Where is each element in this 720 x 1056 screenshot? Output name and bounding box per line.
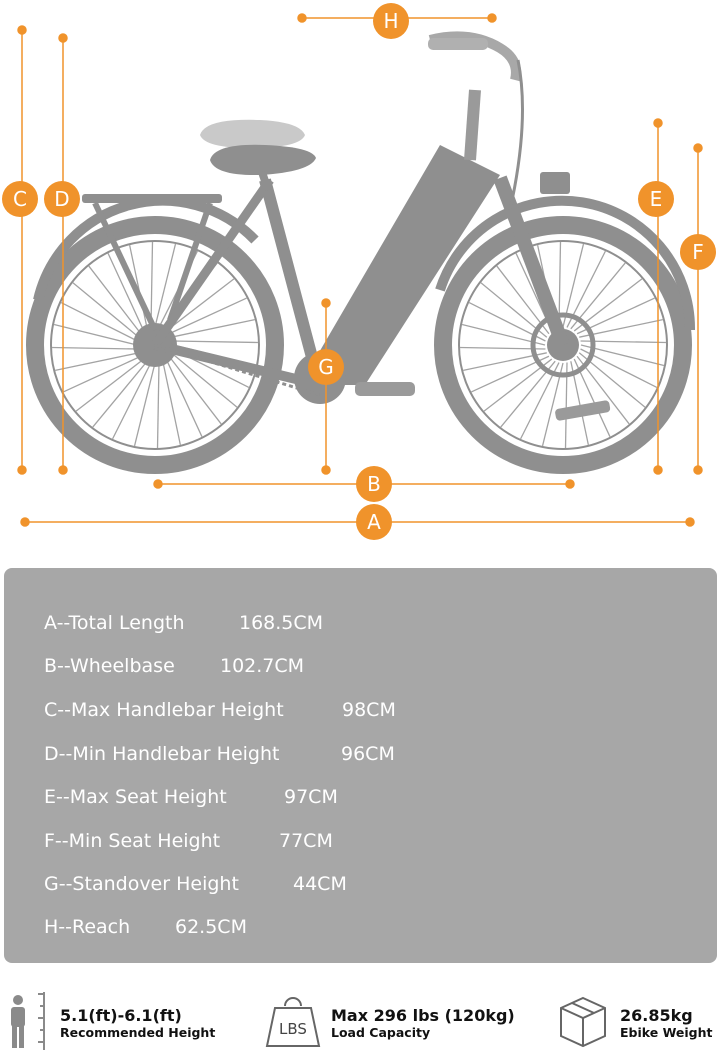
feature-secondary: Load Capacity: [331, 1025, 431, 1040]
wheel-spoke: [171, 320, 255, 338]
wheel-spoke: [52, 348, 137, 349]
marker-f: [680, 234, 716, 270]
spec-row-e: [44, 786, 338, 808]
person-height-icon: [4, 990, 50, 1052]
feature-primary: 26.85kg: [620, 1006, 693, 1025]
feature-recommended-height: [0, 980, 240, 1056]
svg-text:D: D: [54, 187, 70, 211]
wheel-spoke: [169, 356, 221, 424]
marker-c: [2, 181, 38, 217]
svg-text:C: C: [13, 187, 27, 211]
wheel-spoke: [166, 359, 202, 437]
spec-value: 96CM: [341, 743, 395, 765]
marker-g: [308, 349, 344, 385]
marker-e: [638, 181, 674, 217]
spec-row-b: [44, 655, 305, 677]
spec-value: 97CM: [284, 786, 338, 808]
spec-value: 168.5CM: [239, 612, 324, 634]
wheel-spoke: [163, 361, 181, 445]
weight-lbs-icon: [263, 992, 323, 1048]
svg-text:E: E: [649, 187, 663, 211]
marker-a: [356, 504, 392, 540]
wheel-spoke: [93, 361, 147, 427]
spec-label: G--Standover Height: [44, 873, 239, 895]
box-icon: [557, 994, 609, 1050]
spec-row-c: [44, 699, 396, 721]
feature-secondary: Ebike Weight: [620, 1025, 713, 1040]
wheel-spoke: [89, 266, 141, 334]
spec-row-h: [44, 916, 247, 938]
spec-value: 62.5CM: [175, 916, 247, 938]
feature-footer: [0, 980, 720, 1056]
spec-label: H--Reach: [44, 916, 131, 938]
feature-load-capacity: [255, 980, 545, 1056]
wheel-spoke: [55, 353, 139, 371]
spec-label: C--Max Handlebar Height: [44, 699, 284, 721]
marker-b: [356, 466, 392, 502]
svg-text:A: A: [367, 510, 381, 534]
svg-text:LBS: LBS: [279, 1020, 307, 1038]
spec-panel: [4, 568, 717, 963]
wheel-spoke: [151, 242, 152, 327]
spec-value: 98CM: [342, 699, 396, 721]
bike-illustration: [35, 36, 690, 465]
spec-row-f: [44, 830, 333, 852]
spec-label: A--Total Length: [44, 612, 185, 634]
spec-row-g: [44, 873, 347, 895]
spec-row-a: [44, 612, 324, 634]
spec-label: F--Min Seat Height: [44, 830, 221, 852]
svg-text:F: F: [692, 240, 704, 264]
wheel-spoke: [173, 341, 258, 342]
spec-label: B--Wheelbase: [44, 655, 175, 677]
feature-ebike-weight: [555, 980, 720, 1056]
wheel-spoke: [76, 359, 144, 411]
spec-label: D--Min Handlebar Height: [44, 743, 280, 765]
feature-secondary: Recommended Height: [60, 1025, 216, 1040]
spec-value: 44CM: [293, 873, 347, 895]
svg-text:H: H: [383, 9, 399, 33]
wheel-spoke: [63, 356, 141, 392]
wheel-spoke: [158, 363, 159, 448]
marker-h: [373, 3, 409, 39]
spec-label: E--Max Seat Height: [44, 786, 227, 808]
spec-row-d: [44, 743, 395, 765]
svg-text:G: G: [318, 355, 334, 379]
spec-value: 102.7CM: [220, 655, 305, 677]
feature-primary: Max 296 lbs (120kg): [331, 1006, 515, 1025]
wheel-spoke: [73, 283, 139, 337]
feature-primary: 5.1(ft)-6.1(ft): [60, 1006, 182, 1025]
dimension-lines: [18, 14, 702, 526]
marker-d: [44, 181, 80, 217]
svg-text:B: B: [367, 472, 381, 496]
spec-value: 77CM: [279, 830, 333, 852]
